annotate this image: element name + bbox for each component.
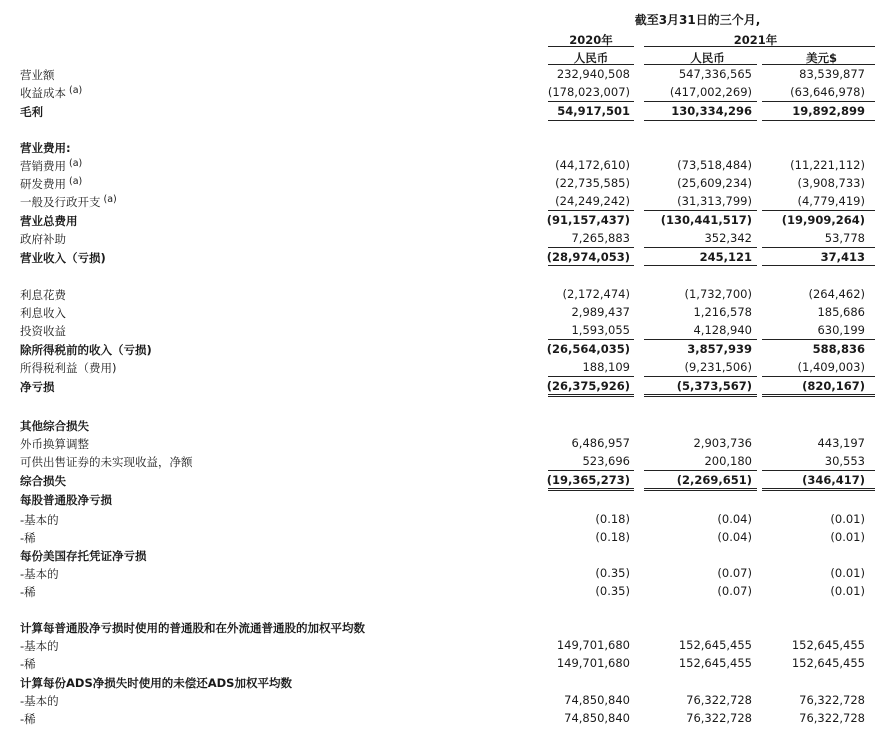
row-label-text: 计算每普通股净亏损时使用的普通股和在外流通普通股的加权平均数 bbox=[20, 621, 365, 635]
rule-below-comp-loss-a-3 bbox=[762, 488, 875, 489]
cell-subsidy-c2: 352,342 bbox=[704, 231, 752, 245]
cell-selling-c2: (73,518,484) bbox=[677, 158, 752, 172]
cell-net_loss-c3: (820,167) bbox=[802, 379, 865, 393]
row-label-invest bbox=[20, 323, 66, 339]
rule-below-comp-loss-a-2 bbox=[644, 488, 757, 489]
row-label-pretax bbox=[20, 342, 152, 358]
rule-above-total-opex-1 bbox=[548, 210, 634, 211]
row-label-afs bbox=[20, 454, 193, 470]
cell-ads_diluted-c1: (0.35) bbox=[595, 584, 630, 598]
currency-2021-usd: 美元$ bbox=[805, 51, 837, 65]
row-label-text: 除所得税前的收入（亏损) bbox=[20, 343, 152, 357]
cell-eps_diluted-c1: (0.18) bbox=[595, 530, 630, 544]
row-label-opex_head bbox=[20, 140, 71, 156]
currency-2021-usd-rule bbox=[762, 64, 875, 65]
cell-tax-c1: 188,109 bbox=[582, 360, 630, 374]
rule-above-gross-2 bbox=[644, 101, 757, 102]
row-label-subsidy bbox=[20, 231, 66, 247]
footnote-marker: (a) bbox=[69, 85, 83, 96]
rule-above-gross-1 bbox=[548, 101, 634, 102]
row-label-text: 综合损失 bbox=[20, 474, 66, 488]
cell-selling-c1: (44,172,610) bbox=[555, 158, 630, 172]
cell-wavg_diluted-c1: 149,701,680 bbox=[556, 656, 630, 670]
cell-interest_exp-c3: (264,462) bbox=[808, 287, 865, 301]
cell-revenue-c2: 547,336,565 bbox=[678, 67, 752, 81]
row-label-text: 营业额 bbox=[20, 68, 55, 82]
row-label-text: 每股普通股净亏损 bbox=[20, 493, 112, 507]
cell-ads_wavg_basic-c1: 74,850,840 bbox=[564, 693, 630, 707]
row-label-comp_loss bbox=[20, 473, 66, 489]
cell-wavg_diluted-c2: 152,645,455 bbox=[678, 656, 752, 670]
year-2021-rule bbox=[644, 46, 875, 47]
cell-interest_inc-c3: 185,686 bbox=[817, 305, 865, 319]
rule-below-op-income-1 bbox=[548, 265, 634, 266]
footnote-marker: (a) bbox=[69, 158, 83, 169]
row-label-text: -基本的 bbox=[20, 513, 59, 527]
row-label-gross bbox=[20, 104, 43, 120]
row-label-text: 营业总费用 bbox=[20, 214, 78, 228]
row-label-rd bbox=[20, 176, 82, 192]
rule-below-op-income-2 bbox=[644, 265, 757, 266]
row-label-text: 收益成本 bbox=[20, 86, 66, 100]
cell-rd-c3: (3,908,733) bbox=[797, 176, 865, 190]
row-label-text: 营销费用 bbox=[20, 159, 66, 173]
cell-invest-c2: 4,128,940 bbox=[693, 323, 752, 337]
row-label-revenue bbox=[20, 67, 55, 83]
cell-eps_basic-c2: (0.04) bbox=[717, 512, 752, 526]
cell-net_loss-c1: (26,375,926) bbox=[546, 379, 630, 393]
row-label-text: 可供出售证券的未实现收益，净额 bbox=[20, 455, 193, 469]
rule-above-net-loss-2 bbox=[644, 376, 757, 377]
rule-above-op-income-3 bbox=[762, 247, 875, 248]
row-label-tax bbox=[20, 360, 117, 376]
row-label-text: 利息花费 bbox=[20, 288, 66, 302]
row-label-text: -稀 bbox=[20, 531, 36, 545]
row-label-op_income bbox=[20, 250, 106, 266]
cell-tax-c3: (1,409,003) bbox=[797, 360, 865, 374]
rule-above-net-loss-3 bbox=[762, 376, 875, 377]
cell-ads_wavg_diluted-c2: 76,322,728 bbox=[686, 711, 752, 725]
cell-tax-c2: (9,231,506) bbox=[684, 360, 752, 374]
cell-selling-c3: (11,221,112) bbox=[790, 158, 865, 172]
row-label-ads_wavg_diluted bbox=[20, 711, 36, 727]
row-label-text: 营业收入（亏损) bbox=[20, 251, 106, 265]
year-2021: 2021年 bbox=[733, 33, 778, 47]
cell-eps_diluted-c2: (0.04) bbox=[717, 530, 752, 544]
cell-ads_wavg_diluted-c3: 76,322,728 bbox=[799, 711, 865, 725]
row-label-text: -基本的 bbox=[20, 639, 59, 653]
cell-gross-c2: 130,334,296 bbox=[671, 104, 752, 118]
row-label-selling bbox=[20, 158, 82, 174]
rule-below-net-loss-b-1 bbox=[548, 396, 634, 397]
cell-invest-c3: 630,199 bbox=[817, 323, 865, 337]
row-label-text: 利息收入 bbox=[20, 306, 66, 320]
cell-interest_inc-c1: 2,989,437 bbox=[571, 305, 630, 319]
row-label-text: 营业费用: bbox=[20, 141, 71, 155]
cell-op_income-c2: 245,121 bbox=[699, 250, 752, 264]
row-label-text: 政府补助 bbox=[20, 232, 66, 246]
rule-above-comp-loss-2 bbox=[644, 470, 757, 471]
rule-below-comp-loss-b-2 bbox=[644, 490, 757, 491]
cell-afs-c1: 523,696 bbox=[582, 454, 630, 468]
cell-ads_basic-c2: (0.07) bbox=[717, 566, 752, 580]
cell-wavg_diluted-c3: 152,645,455 bbox=[791, 656, 865, 670]
cell-subsidy-c1: 7,265,883 bbox=[571, 231, 630, 245]
rule-below-net-loss-a-3 bbox=[762, 394, 875, 395]
rule-above-comp-loss-1 bbox=[548, 470, 634, 471]
period-header: 截至3月31日的三个月, bbox=[634, 13, 761, 27]
cell-wavg_basic-c1: 149,701,680 bbox=[556, 638, 630, 652]
row-label-text: -基本的 bbox=[20, 694, 59, 708]
cell-interest_exp-c1: (2,172,474) bbox=[562, 287, 630, 301]
rule-above-comp-loss-3 bbox=[762, 470, 875, 471]
cell-op_income-c1: (28,974,053) bbox=[546, 250, 630, 264]
rule-above-total-opex-3 bbox=[762, 210, 875, 211]
year-2020: 2020年 bbox=[569, 33, 613, 47]
rule-above-pretax-2 bbox=[644, 339, 757, 340]
rule-below-gross-3 bbox=[762, 120, 875, 121]
cell-total_opex-c2: (130,441,517) bbox=[660, 213, 752, 227]
cell-net_loss-c2: (5,373,567) bbox=[676, 379, 752, 393]
cell-ads_wavg_basic-c2: 76,322,728 bbox=[686, 693, 752, 707]
rule-above-gross-3 bbox=[762, 101, 875, 102]
cell-ga-c3: (4,779,419) bbox=[797, 194, 865, 208]
rule-below-net-loss-b-3 bbox=[762, 396, 875, 397]
row-label-eps_diluted bbox=[20, 530, 36, 546]
rule-above-op-income-2 bbox=[644, 247, 757, 248]
cell-interest_inc-c2: 1,216,578 bbox=[693, 305, 752, 319]
row-label-eps_basic bbox=[20, 512, 59, 528]
cell-comp_loss-c2: (2,269,651) bbox=[676, 473, 752, 487]
rule-above-pretax-3 bbox=[762, 339, 875, 340]
cell-afs-c3: 30,553 bbox=[824, 454, 865, 468]
footnote-marker: (a) bbox=[103, 194, 117, 205]
cell-total_opex-c3: (19,909,264) bbox=[781, 213, 865, 227]
cell-rd-c2: (25,609,234) bbox=[677, 176, 752, 190]
row-label-ads_diluted bbox=[20, 584, 36, 600]
row-label-text: 所得税利益（费用) bbox=[20, 361, 117, 375]
row-label-net_loss bbox=[20, 379, 55, 395]
rule-below-net-loss-a-2 bbox=[644, 394, 757, 395]
cell-eps_diluted-c3: (0.01) bbox=[830, 530, 865, 544]
cell-ga-c1: (24,249,242) bbox=[555, 194, 630, 208]
currency-2021-rmb: 人民币 bbox=[690, 51, 725, 65]
row-label-total_opex bbox=[20, 213, 78, 229]
row-label-interest_exp bbox=[20, 287, 66, 303]
row-label-text: 投资收益 bbox=[20, 324, 66, 338]
row-label-cost bbox=[20, 85, 82, 101]
cell-rd-c1: (22,735,585) bbox=[555, 176, 630, 190]
row-label-ads_basic bbox=[20, 566, 59, 582]
row-label-wavg_head bbox=[20, 620, 365, 636]
cell-op_income-c3: 37,413 bbox=[820, 250, 865, 264]
cell-eps_basic-c1: (0.18) bbox=[595, 512, 630, 526]
cell-wavg_basic-c3: 152,645,455 bbox=[791, 638, 865, 652]
row-label-text: 净亏损 bbox=[20, 380, 55, 394]
row-label-text: 研发费用 bbox=[20, 177, 66, 191]
rule-above-op-income-1 bbox=[548, 247, 634, 248]
row-label-ga bbox=[20, 194, 117, 210]
row-label-text: -稀 bbox=[20, 585, 36, 599]
footnote-marker: (a) bbox=[69, 176, 83, 187]
row-label-ads_head bbox=[20, 548, 147, 564]
cell-cost-c2: (417,002,269) bbox=[669, 85, 752, 99]
row-label-text: 毛利 bbox=[20, 105, 43, 119]
row-label-text: -稀 bbox=[20, 657, 36, 671]
row-label-text: 其他综合损失 bbox=[20, 419, 89, 433]
cell-cost-c1: (178,023,007) bbox=[547, 85, 630, 99]
cell-ads_diluted-c3: (0.01) bbox=[830, 584, 865, 598]
rule-below-comp-loss-b-1 bbox=[548, 490, 634, 491]
rule-below-gross-1 bbox=[548, 120, 634, 121]
row-label-text: 外币换算调整 bbox=[20, 437, 89, 451]
currency-2020-rmb: 人民币 bbox=[573, 51, 609, 65]
year-2020-rule bbox=[548, 46, 634, 47]
row-label-text: -稀 bbox=[20, 712, 36, 726]
rule-above-pretax-1 bbox=[548, 339, 634, 340]
rule-below-comp-loss-b-3 bbox=[762, 490, 875, 491]
row-label-text: -基本的 bbox=[20, 567, 59, 581]
cell-fx-c1: 6,486,957 bbox=[571, 436, 630, 450]
cell-revenue-c3: 83,539,877 bbox=[799, 67, 865, 81]
row-label-interest_inc bbox=[20, 305, 66, 321]
row-label-oci_head bbox=[20, 418, 89, 434]
cell-ads_basic-c1: (0.35) bbox=[595, 566, 630, 580]
cell-pretax-c3: 588,836 bbox=[812, 342, 865, 356]
cell-gross-c3: 19,892,899 bbox=[792, 104, 865, 118]
cell-ads_diluted-c2: (0.07) bbox=[717, 584, 752, 598]
cell-ads_wavg_diluted-c1: 74,850,840 bbox=[564, 711, 630, 725]
cell-afs-c2: 200,180 bbox=[704, 454, 752, 468]
row-label-text: 计算每份ADS净损失时使用的未偿还ADS加权平均数 bbox=[20, 676, 292, 690]
row-label-eps_head bbox=[20, 492, 112, 508]
cell-pretax-c2: 3,857,939 bbox=[687, 342, 752, 356]
row-label-text: 一般及行政开支 bbox=[20, 195, 101, 209]
cell-fx-c2: 2,903,736 bbox=[693, 436, 752, 450]
row-label-wavg_diluted bbox=[20, 656, 36, 672]
cell-gross-c1: 54,917,501 bbox=[557, 104, 630, 118]
rule-above-total-opex-2 bbox=[644, 210, 757, 211]
cell-invest-c1: 1,593,055 bbox=[571, 323, 630, 337]
currency-2020-rule bbox=[548, 64, 634, 65]
row-label-ads_wavg_head bbox=[20, 675, 292, 691]
currency-2021-rmb-rule bbox=[644, 64, 757, 65]
row-label-ads_wavg_basic bbox=[20, 693, 59, 709]
rule-below-gross-2 bbox=[644, 120, 757, 121]
cell-interest_exp-c2: (1,732,700) bbox=[684, 287, 752, 301]
rule-below-comp-loss-a-1 bbox=[548, 488, 634, 489]
rule-above-net-loss-1 bbox=[548, 376, 634, 377]
cell-comp_loss-c1: (19,365,273) bbox=[546, 473, 630, 487]
cell-subsidy-c3: 53,778 bbox=[824, 231, 865, 245]
cell-total_opex-c1: (91,157,437) bbox=[546, 213, 630, 227]
rule-below-net-loss-a-1 bbox=[548, 394, 634, 395]
cell-ads_basic-c3: (0.01) bbox=[830, 566, 865, 580]
cell-ga-c2: (31,313,799) bbox=[677, 194, 752, 208]
rule-below-net-loss-b-2 bbox=[644, 396, 757, 397]
row-label-fx bbox=[20, 436, 89, 452]
row-label-text: 每份美国存托凭证净亏损 bbox=[20, 549, 147, 563]
cell-revenue-c1: 232,940,508 bbox=[556, 67, 630, 81]
cell-wavg_basic-c2: 152,645,455 bbox=[678, 638, 752, 652]
cell-comp_loss-c3: (346,417) bbox=[802, 473, 865, 487]
cell-cost-c3: (63,646,978) bbox=[790, 85, 865, 99]
cell-ads_wavg_basic-c3: 76,322,728 bbox=[799, 693, 865, 707]
row-label-wavg_basic bbox=[20, 638, 59, 654]
rule-below-op-income-3 bbox=[762, 265, 875, 266]
cell-fx-c3: 443,197 bbox=[817, 436, 865, 450]
cell-eps_basic-c3: (0.01) bbox=[830, 512, 865, 526]
cell-pretax-c1: (26,564,035) bbox=[546, 342, 630, 356]
